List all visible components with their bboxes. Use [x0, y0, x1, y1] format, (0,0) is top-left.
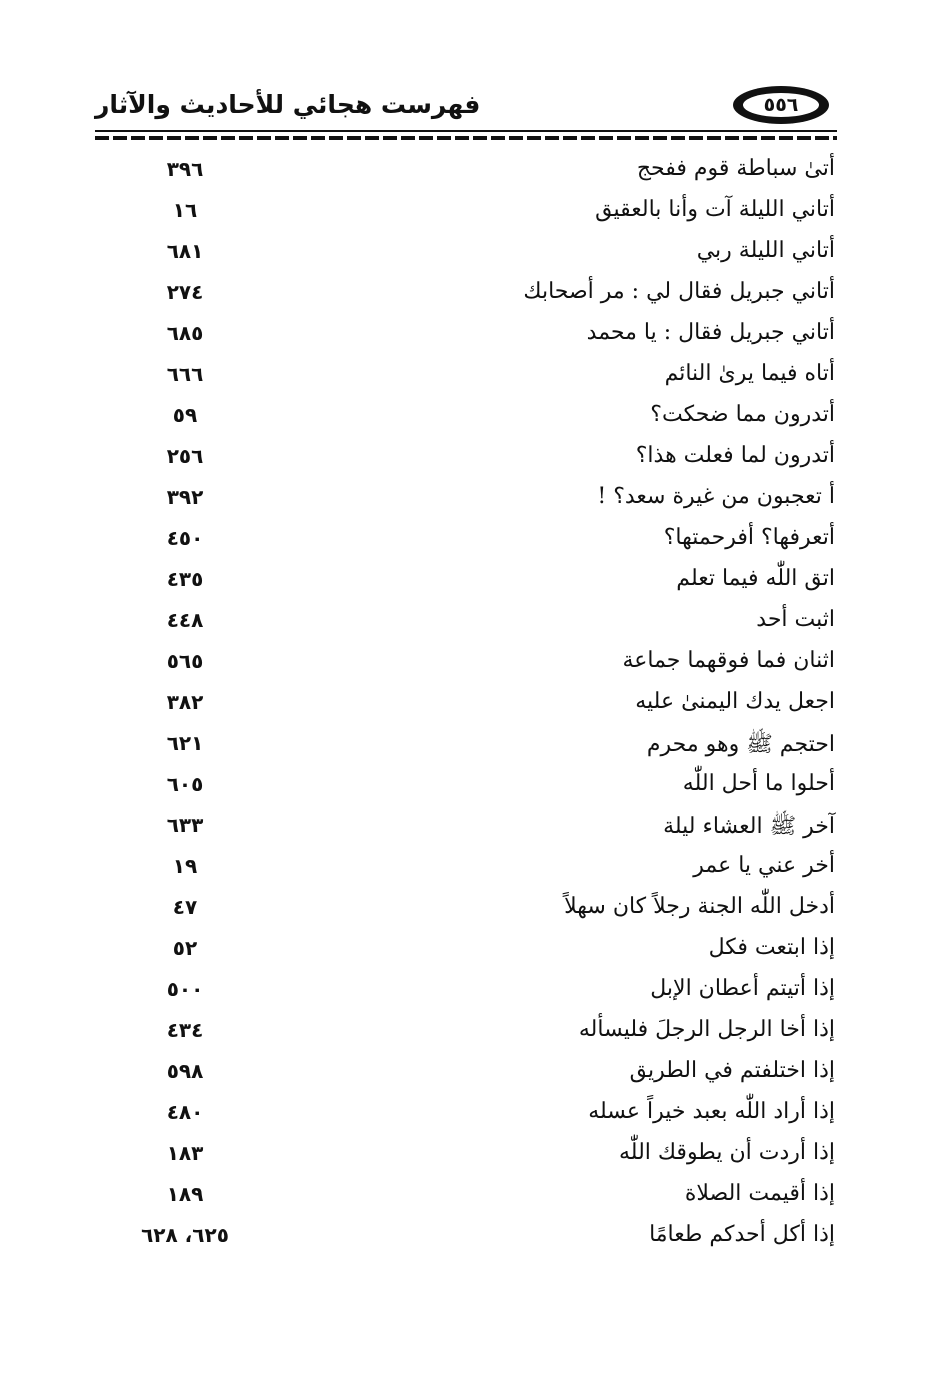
index-entry: [0, 603, 947, 644]
page-number: ٥٥٦: [743, 93, 819, 117]
entry-text: أتدرون مما ضحكت؟: [650, 402, 835, 427]
entry-pages: ٦٢٥، ٦٢٨: [141, 1223, 229, 1247]
index-entry: [0, 1054, 947, 1095]
index-entry: [0, 275, 947, 316]
entry-pages: ٤٨٠: [166, 1100, 204, 1124]
entry-pages: ٦٣٣: [166, 813, 204, 837]
entry-pages: ١٩: [172, 854, 198, 878]
entry-text: أتىٰ سباطة قوم ففحج: [636, 156, 835, 181]
index-entry: [0, 1218, 947, 1259]
index-entry: [0, 685, 947, 726]
index-entry: [0, 480, 947, 521]
index-entry: [0, 234, 947, 275]
entry-text: إذا أتيتم أعطان الإبل: [650, 976, 835, 1001]
index-entry: [0, 316, 947, 357]
entry-pages: ٢٧٤: [166, 280, 204, 304]
index-entry: [0, 357, 947, 398]
page-number-badge: [733, 86, 829, 124]
entry-pages: ٥٢: [172, 936, 198, 960]
entry-pages: ٦٨١: [166, 239, 204, 263]
index-entry: [0, 1136, 947, 1177]
index-entry: [0, 1095, 947, 1136]
entry-text: أ تعجبون من غيرة سعد؟ !: [597, 484, 835, 509]
index-entry: [0, 808, 947, 849]
entry-pages: ٥٠٠: [166, 977, 204, 1001]
entry-text: اتق اللّٰه فيما تعلم: [676, 566, 835, 591]
entry-text: أخر عني يا عمر: [693, 853, 835, 878]
entry-text: إذا اختلفتم في الطريق: [629, 1058, 835, 1083]
entry-text: أتاه فيما يرىٰ النائم: [664, 361, 835, 386]
index-entry: [0, 931, 947, 972]
entry-text: أتاني الليلة ربي: [696, 238, 835, 263]
entry-text: إذا أقيمت الصلاة: [684, 1181, 835, 1206]
entry-pages: ١٨٩: [166, 1182, 204, 1206]
entry-pages: ٤٥٠: [166, 526, 204, 550]
index-entry: [0, 562, 947, 603]
index-entry: [0, 890, 947, 931]
entry-pages: ٦٨٥: [166, 321, 204, 345]
running-title: فهرست هجائي للأحاديث والآثار: [95, 90, 481, 119]
entry-text: أدخل اللّٰه الجنة رجلاً كان سهلاً: [564, 894, 835, 919]
index-entry: [0, 1177, 947, 1218]
index-entry: [0, 521, 947, 562]
entry-text: أتاني جبريل فقال : يا محمد: [586, 320, 835, 345]
entry-pages: ٣٩٦: [166, 157, 204, 181]
index-entry: [0, 1013, 947, 1054]
entry-text: إذا أراد اللّٰه بعبد خيراً عسله: [588, 1099, 835, 1124]
index-entry: [0, 439, 947, 480]
index-entry: [0, 726, 947, 767]
entry-pages: ٤٤٨: [166, 608, 204, 632]
entry-pages: ٢٥٦: [166, 444, 204, 468]
entry-text: إذا أخا الرجل الرجلَ فليسأله: [578, 1017, 835, 1042]
entry-pages: ٤٣٥: [166, 567, 204, 591]
index-entry: [0, 767, 947, 808]
entry-text: اثبت أحد: [756, 607, 835, 632]
entry-text: اثنان فما فوقهما جماعة: [622, 648, 835, 673]
entry-pages: ٣٩٢: [166, 485, 204, 509]
entry-text: أتاني الليلة آت وأنا بالعقيق: [595, 197, 835, 222]
header-rule: [95, 130, 837, 132]
entry-pages: ٥٩: [172, 403, 198, 427]
entry-text: أتاني جبريل فقال لي : مر أصحابك: [523, 279, 835, 304]
entry-text: أتعرفها؟ أفرحمتها؟: [663, 525, 835, 550]
entry-pages: ١٨٣: [166, 1141, 204, 1165]
entry-pages: ٤٣٤: [166, 1018, 204, 1042]
entry-text: أحلوا ما أحل اللّٰه: [682, 771, 835, 796]
index-entry: [0, 152, 947, 193]
entry-text: إذا أردت أن يطوقك اللّٰه: [619, 1140, 835, 1165]
index-entries: [0, 152, 947, 1259]
entry-text: إذا أكل أحدكم طعامًا: [649, 1222, 835, 1247]
index-entry: [0, 398, 947, 439]
entry-pages: ١٦: [172, 198, 198, 222]
entry-text: أتدرون لما فعلت هذا؟: [635, 443, 835, 468]
entry-pages: ٦٠٥: [166, 772, 204, 796]
entry-pages: ٥٩٨: [166, 1059, 204, 1083]
entry-pages: ٤٧: [172, 895, 198, 919]
entry-text: إذا ابتعت فكل: [708, 935, 835, 960]
index-entry: [0, 193, 947, 234]
index-entry: [0, 972, 947, 1013]
entry-text: احتجم ﷺ وهو محرم: [646, 732, 835, 757]
entry-text: اجعل يدك اليمنىٰ عليه: [635, 689, 835, 714]
page-header: [95, 86, 837, 128]
entry-pages: ٦٦٦: [166, 362, 204, 386]
index-entry: [0, 644, 947, 685]
header-dashed-rule: [95, 136, 837, 140]
entry-pages: ٥٦٥: [166, 649, 204, 673]
entry-pages: ٦٢١: [166, 731, 204, 755]
entry-text: آخر ﷺ العشاء ليلة: [663, 814, 835, 839]
entry-pages: ٣٨٢: [166, 690, 204, 714]
index-entry: [0, 849, 947, 890]
